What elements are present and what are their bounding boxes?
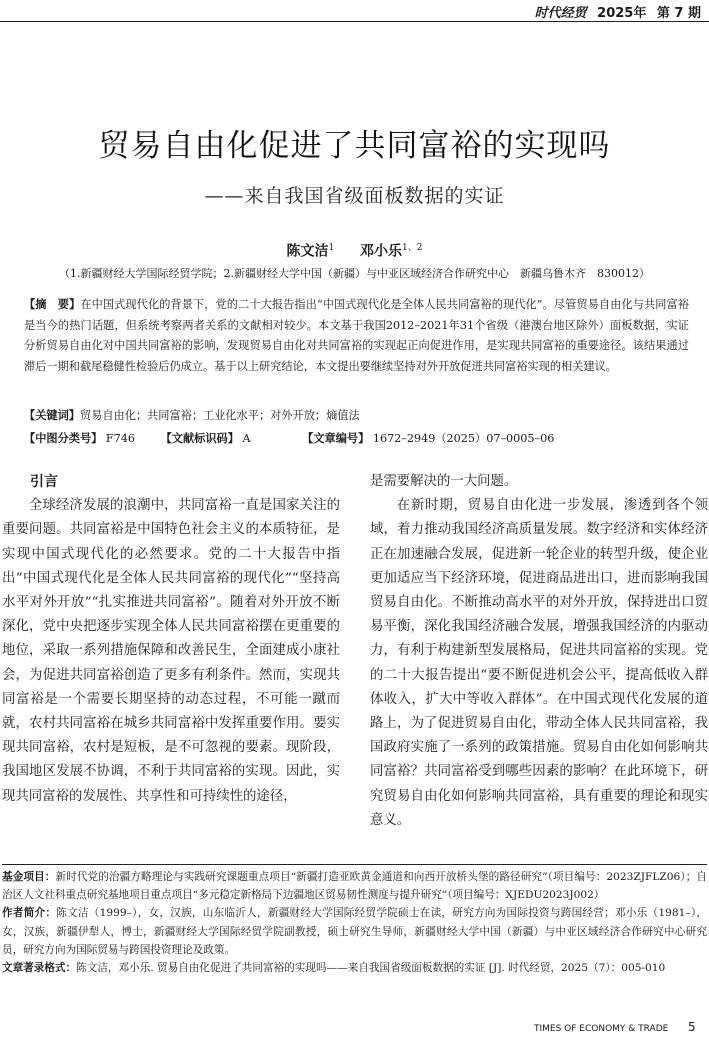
- citation-note: [2, 959, 707, 977]
- footnotes: [2, 868, 707, 977]
- keywords-text: 贸易自由化；共同富裕；工业化水平；对外开放；熵值法: [79, 409, 360, 422]
- clc-code: F746: [105, 432, 136, 445]
- fund-label: 基金项目：: [2, 871, 56, 883]
- fund-note: [2, 868, 707, 904]
- journal-name: 时代经贸: [534, 6, 587, 21]
- article-title: 贸易自由化促进了共同富裕的实现吗: [98, 128, 611, 164]
- author-bio-label: 作者简介：: [2, 907, 57, 920]
- author-2-affil: 1、2: [402, 243, 423, 253]
- article-no-label: 【文章编号】: [302, 432, 370, 445]
- author-2: 邓小乐: [360, 243, 403, 260]
- author-note: [2, 904, 707, 959]
- body-left-column: [2, 470, 340, 809]
- citation-text: 陈文洁，邓小乐. 贸易自由化促进了共同富裕的实现吗——来自我国省级面板数据的实证 [J]. 时代经贸，2025（7）：005-010: [76, 962, 666, 975]
- body-continuation: 是需要解决的一大问题。: [370, 474, 518, 489]
- keywords: [24, 407, 689, 423]
- header-year: 2025年: [597, 6, 647, 21]
- section-title: 引言: [30, 474, 58, 490]
- clc-label: 【中图分类号】: [24, 432, 103, 445]
- article-subtitle: ——来自我国省级面板数据的实证: [204, 185, 505, 207]
- fund-text: 新时代党的治疆方略理论与实践研究课题重点项目“新疆打造亚欧黄金通道和向西开放桥头堡的路径研究”（项目编号：2023ZJFLZ06）；自治区人文社科重点研究基地项目重点项目“多元稳定新格局下边疆地区贸易韧性测度与提升研究”（项目编号：XJEDU2023J002）: [2, 871, 708, 902]
- header-rule: [0, 21, 709, 22]
- abstract-text: 在中国式现代化的背景下，党的二十大报告指出“中国式现代化是全体人民共同富裕的现代化”。尽管贸易自由化与共同富裕是当今的热门话题，但系统考察两者关系的文献相对较少。本文基于我国2012–2021年31个省级（港澳台地区除外）面板数据，实证分析贸易自由化对中国共同富裕的影响，发现贸易自由化对共同富裕的实现起正向促进作用，是实现共同富裕的重要途径。该结果通过滞后一期和截尾稳健性检验后仍成立。基于以上研究结论，本文提出要继续坚持对外开放促进共同富裕实现的相关建议。: [24, 298, 689, 373]
- body-paragraph: 全球经济发展的浪潮中，共同富裕一直是国家关注的重要问题。共同富裕是中国特色社会主义的本质特征，是实现中国式现代化的必然要求。党的二十大报告中指出“中国式现代化是全体人民共同富裕的现代化”“坚持高水平对外开放”“扎实推进共同富裕”。随着对外开放不断深化，党中央把逐步实现全体人民共同富裕摆在更重要的地位，采取一系列措施保障和改善民生，全面建成小康社会，为促进共同富裕创造了更多有利条件。然而，实现共同富裕是一个需要长期坚持的动态过程，不可能一蹴而就，农村共同富裕在城乡共同富裕中发挥重要作用。要实现共同富裕，农村是短板，是不可忽视的要素。现阶段，我国地区发展不协调，不利于共同富裕的实现。因此，实现共同富裕的发展性、共享性和可持续性的途径，: [2, 498, 340, 804]
- footnote-rule: [2, 864, 707, 865]
- author-1: 陈文洁: [286, 243, 329, 260]
- doc-code: A: [242, 432, 251, 445]
- citation-label: 文章著录格式：: [2, 962, 77, 975]
- author-bio-text: 陈文洁（1999–），女，汉族，山东临沂人，新疆财经大学国际经贸学院硕士在读，研究方向为国际投资与跨国经营；邓小乐（1981–），女，汉族，新疆伊犁人，博士，新疆财经大学国际经贸学院副教授，硕士研究生导师，新疆财经大学中国（新疆）与中亚区域经济合作研究中心研究员，研究方向为国际贸易与跨国投资理论及政策。: [2, 907, 708, 956]
- body-paragraph: 在新时期，贸易自由化进一步发展，渗透到各个领域，着力推动我国经济高质量发展。数字经济和实体经济正在加速融合发展，促进新一轮企业的转型升级，使企业更加适应当下经济环境，促进商品进出口，进而影响我国贸易自由化。不断推动高水平的对外开放，保持进出口贸易平衡，深化我国经济融合发展，增强我国经济的内驱动力，有利于构建新型发展格局，促进共同富裕的实现。党的二十大报告提出“要不断促进机会公平，提高低收入群体收入，扩大中等收入群体”。在中国式现代化发展的道路上，为了促进贸易自由化，带动全体人民共同富裕，我国政府实施了一系列的政策措施。贸易自由化如何影响共同富裕？共同富裕受到哪些因素的影响？在此环境下，研究贸易自由化如何影响共同富裕，具有重要的理论和现实意义。: [370, 498, 708, 828]
- article-no: 1672–2949（2025）07–0005–06: [372, 432, 555, 445]
- affiliation: （1.新疆财经大学国际经贸学院；2.新疆财经大学中国（新疆）与中亚区域经济合作研究中心 新疆乌鲁木齐 830012）: [59, 267, 650, 280]
- header-issue: 第 7 期: [656, 6, 701, 21]
- classification-line: [24, 430, 689, 446]
- footer-magazine: TIMES OF ECONOMY & TRADE: [534, 1024, 669, 1034]
- author-1-affil: 1: [328, 243, 335, 253]
- body-right-column: [370, 470, 708, 833]
- keywords-label: 【关键词】: [24, 409, 80, 422]
- abstract: [24, 295, 689, 377]
- abstract-label: 【摘 要】: [24, 298, 81, 311]
- doc-label: 【文献标识码】: [160, 432, 239, 445]
- running-header: [529, 2, 701, 21]
- page-number: 5: [688, 1020, 696, 1034]
- author-line: [0, 240, 709, 261]
